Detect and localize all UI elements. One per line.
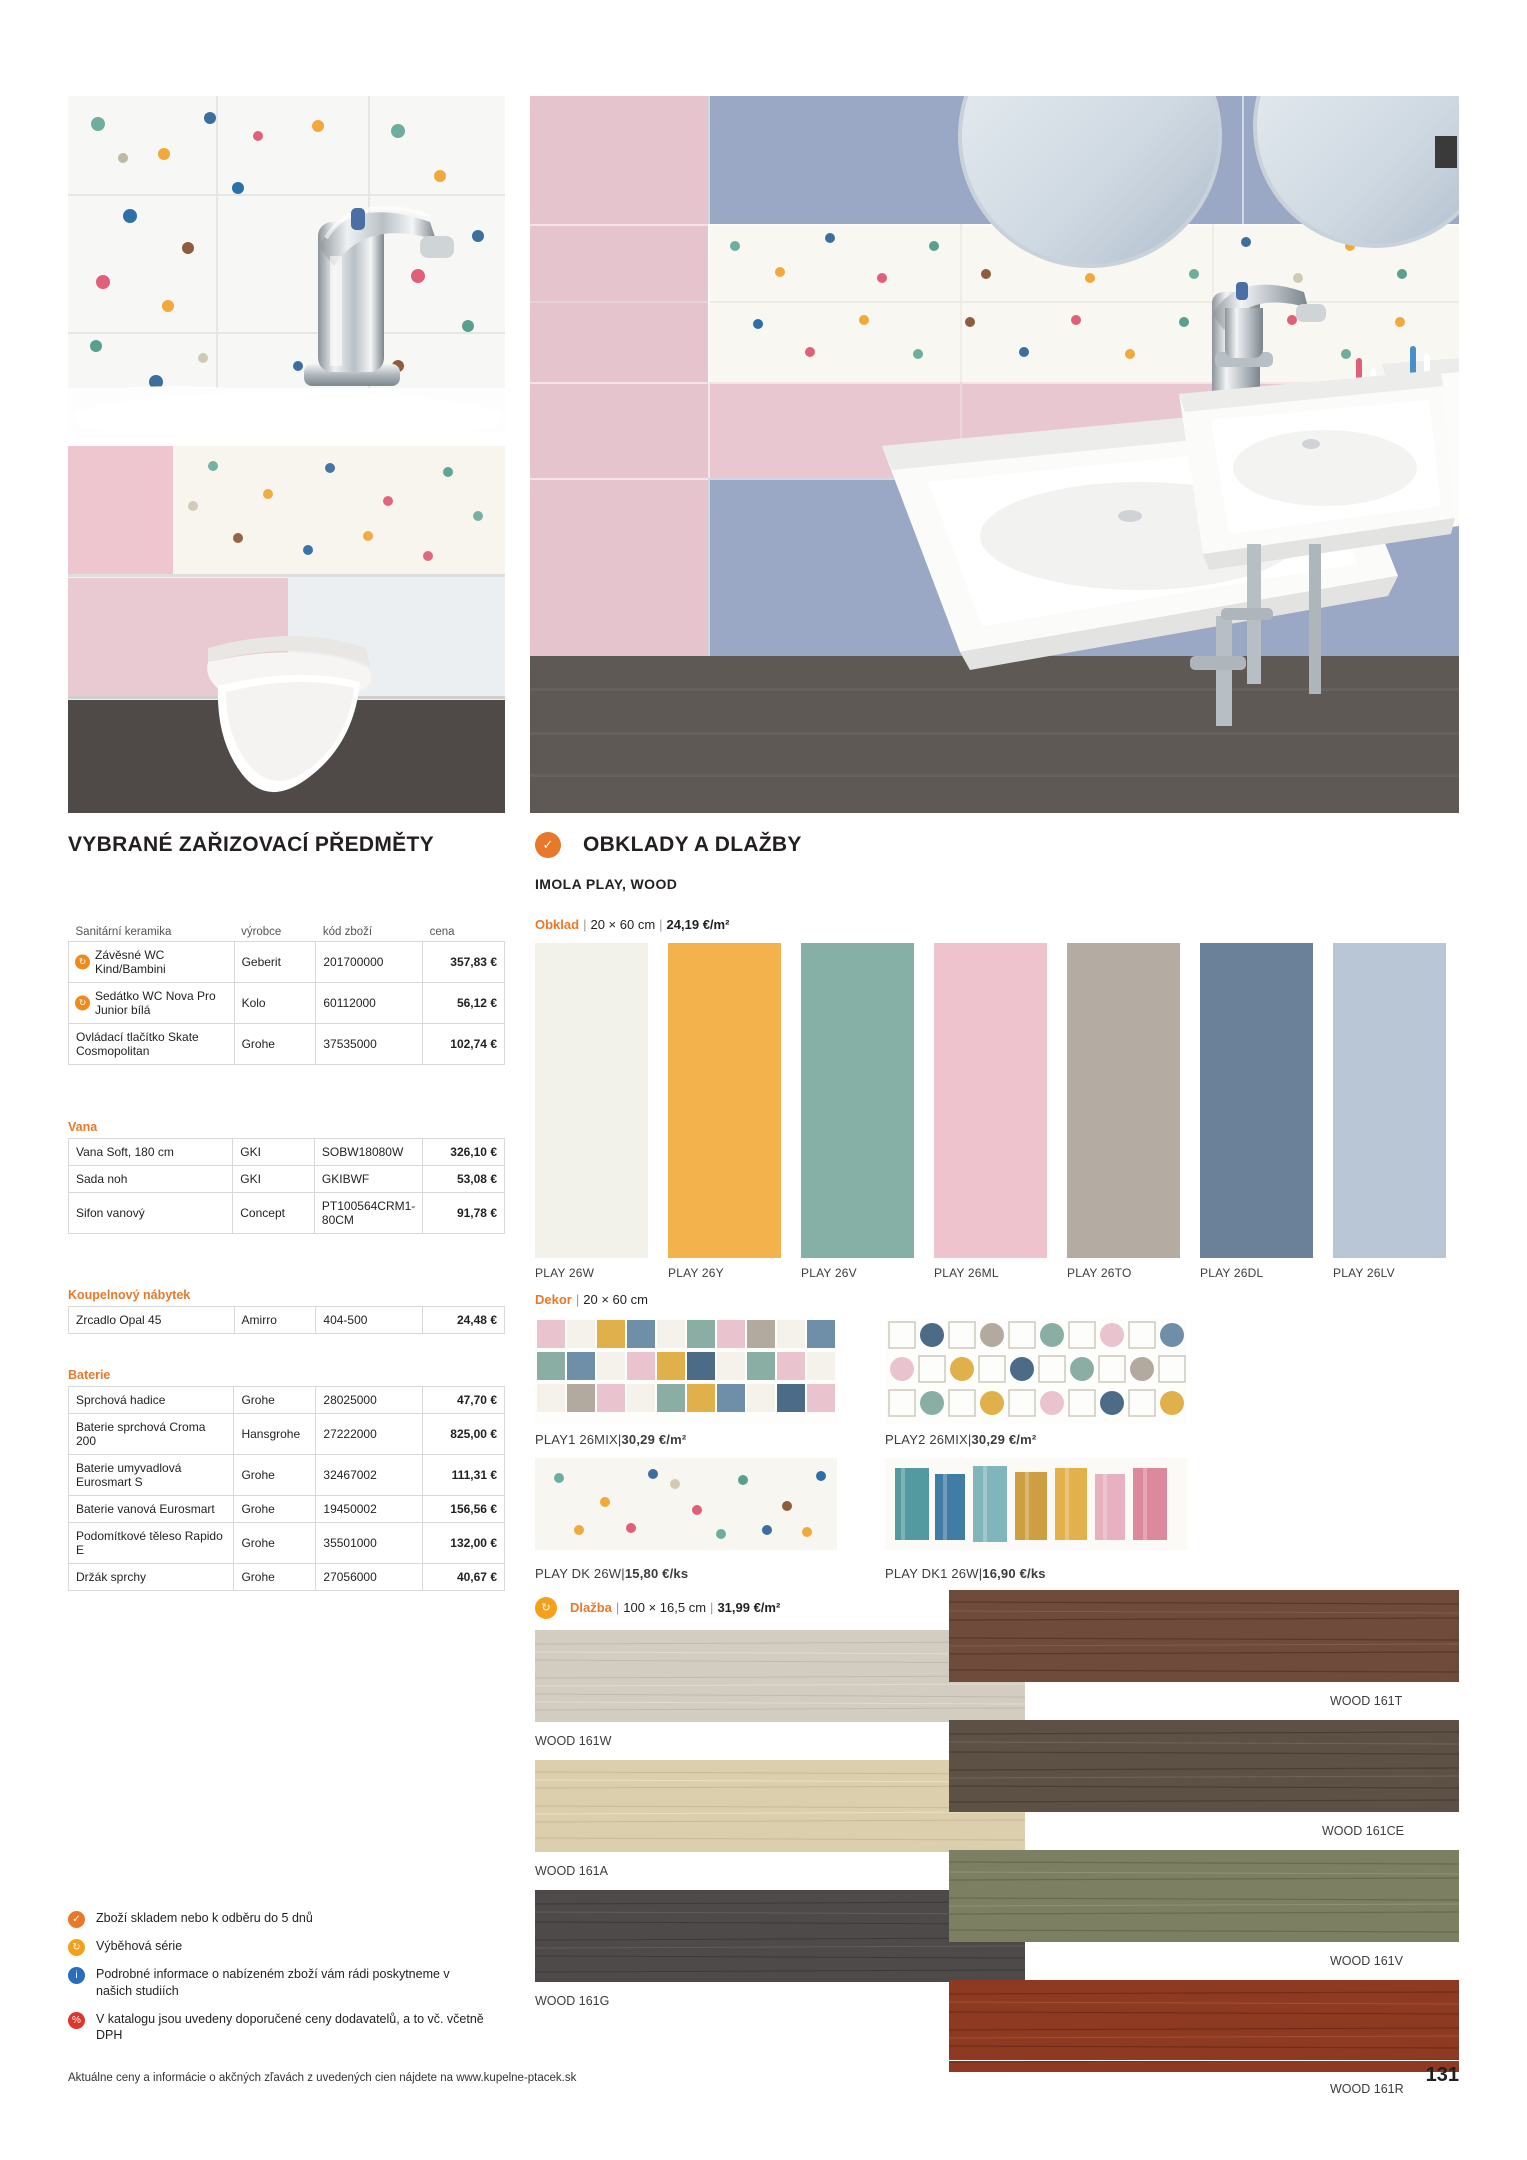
product-code: 19450002 xyxy=(316,1496,423,1523)
dlazba-price: 31,99 €/m² xyxy=(717,1600,781,1615)
outlet-icon: ↻ xyxy=(75,996,90,1011)
product-price: 132,00 € xyxy=(423,1523,505,1564)
section-title-left: VYBRANÉ ZAŘIZOVACÍ PŘEDMĚTY xyxy=(68,833,434,856)
table-row xyxy=(69,1414,505,1455)
dekor-sample-squares xyxy=(535,1318,837,1425)
table-row xyxy=(69,1307,505,1334)
brand-line: IMOLA PLAY, WOOD xyxy=(535,876,678,892)
legend-item: ✓ Zboží skladem nebo k odběru do 5 dnů xyxy=(68,1910,488,1927)
dekor-sample-dots xyxy=(535,1458,837,1550)
col-header-price: cena xyxy=(429,926,455,938)
product-price: 91,78 € xyxy=(423,1193,505,1234)
tile-swatch-label: PLAY 26W xyxy=(535,1266,595,1280)
tile-swatch-label: PLAY 26ML xyxy=(934,1266,999,1280)
photo-toilet xyxy=(68,446,505,813)
product-maker: Concept xyxy=(233,1193,315,1234)
col-header-maker: výrobce xyxy=(241,926,282,938)
table-row xyxy=(69,983,505,1024)
legend xyxy=(68,1910,488,2055)
dekor-heading: Dekor | 20 × 60 cm xyxy=(535,1292,648,1307)
product-price: 111,31 € xyxy=(423,1455,505,1496)
product-maker: Grohe xyxy=(234,1455,316,1496)
wood-plank xyxy=(949,1980,1459,2072)
tile-swatch-label: PLAY 26V xyxy=(801,1266,857,1280)
outlet-icon: ↻ xyxy=(535,1597,557,1619)
page-number: 131 xyxy=(1425,2064,1459,2086)
wood-plank xyxy=(949,1590,1459,1682)
outlet-icon: ↻ xyxy=(68,1939,85,1956)
product-name: Vana Soft, 180 cm xyxy=(69,1139,233,1166)
product-name: Ovládací tlačítko Skate Cosmopolitan xyxy=(69,1024,235,1065)
product-name: Baterie sprchová Croma 200 xyxy=(69,1414,234,1455)
wood-plank-label: WOOD 161R xyxy=(1330,2082,1404,2096)
dlazba-label: Dlažba xyxy=(570,1600,612,1615)
percent-icon: % xyxy=(68,2012,85,2029)
product-code: SOBW18080W xyxy=(314,1139,422,1166)
group-caption-vana: Vana xyxy=(68,1120,98,1134)
product-maker: Grohe xyxy=(234,1564,316,1591)
tile-swatch xyxy=(801,943,914,1258)
product-maker: Grohe xyxy=(234,1024,316,1065)
product-price: 825,00 € xyxy=(423,1414,505,1455)
table-row xyxy=(69,1455,505,1496)
wood-plank xyxy=(949,1850,1459,1942)
group-caption-nabytek: Koupelnový nábytek xyxy=(68,1288,191,1302)
stock-icon: ✓ xyxy=(535,832,561,858)
product-code: 27222000 xyxy=(316,1414,423,1455)
product-code: 60112000 xyxy=(316,983,423,1024)
product-price: 53,08 € xyxy=(423,1166,505,1193)
product-code: 27056000 xyxy=(316,1564,423,1591)
group-caption-baterie: Baterie xyxy=(68,1368,111,1382)
wood-plank-label: WOOD 161CE xyxy=(1322,1824,1404,1838)
photo-faucet xyxy=(68,96,505,432)
product-name: Sedátko WC Nova Pro Junior bílá xyxy=(95,989,216,1017)
product-maker: GKI xyxy=(233,1139,315,1166)
info-icon: i xyxy=(68,1967,85,1984)
wood-plank-label: WOOD 161V xyxy=(1330,1954,1403,1968)
tile-swatch-label: PLAY 26TO xyxy=(1067,1266,1132,1280)
table-row xyxy=(69,1024,505,1065)
dekor-item-label: PLAY2 26MIX|30,29 €/m² xyxy=(885,1432,1037,1447)
wood-plank-label: WOOD 161W xyxy=(535,1734,612,1748)
footer-divider xyxy=(68,2060,1459,2061)
dekor-label: Dekor xyxy=(535,1292,572,1307)
section-title-right: OBKLADY A DLAŽBY xyxy=(583,833,802,856)
product-price: 24,48 € xyxy=(423,1307,505,1334)
legend-item: % V katalogu jsou uvedeny doporučené ceny dodavatelů, a to vč. včetně DPH xyxy=(68,2011,488,2045)
tile-swatch xyxy=(535,943,648,1258)
product-price: 357,83 € xyxy=(423,942,505,983)
product-name: Zrcadlo Opal 45 xyxy=(69,1307,235,1334)
product-code: 201700000 xyxy=(316,942,423,983)
product-name: Sprchová hadice xyxy=(69,1387,234,1414)
product-price: 156,56 € xyxy=(423,1496,505,1523)
product-maker: Kolo xyxy=(234,983,316,1024)
product-maker: Amirro xyxy=(234,1307,316,1334)
product-price: 56,12 € xyxy=(423,983,505,1024)
tile-swatch xyxy=(668,943,781,1258)
wood-plank xyxy=(949,1720,1459,1812)
tile-swatch xyxy=(1067,943,1180,1258)
legend-item: ↻ Výběhová série xyxy=(68,1938,488,1955)
obklad-size: 20 × 60 cm xyxy=(590,917,656,932)
price-table-bath xyxy=(68,1120,505,1234)
col-header-category: Sanitární keramika xyxy=(75,926,172,938)
product-price: 102,74 € xyxy=(423,1024,505,1065)
product-code: PT100564CRM1-80CM xyxy=(314,1193,422,1234)
table-row xyxy=(69,1139,505,1166)
obklad-label: Obklad xyxy=(535,917,580,932)
tile-swatch-label: PLAY 26LV xyxy=(1333,1266,1395,1280)
tile-swatch xyxy=(1200,943,1313,1258)
legend-item: i Podrobné informace o nabízeném zboží vám rádi poskytneme v našich studiích xyxy=(68,1966,488,2000)
product-maker: Geberit xyxy=(234,942,316,983)
product-maker: Grohe xyxy=(234,1523,316,1564)
price-table-faucets xyxy=(68,1368,505,1591)
dekor-sample-brush xyxy=(885,1458,1187,1550)
table-row xyxy=(69,942,505,983)
product-name: Závěsné WC Kind/Bambini xyxy=(95,948,166,976)
product-name: Podomítkové těleso Rapido E xyxy=(69,1523,234,1564)
dekor-item-label: PLAY DK 26W|15,80 €/ks xyxy=(535,1566,689,1581)
outlet-icon: ↻ xyxy=(75,955,90,970)
wood-plank-label: WOOD 161G xyxy=(535,1994,610,2008)
footer-note: Aktuálne ceny a informácie o akčných zľavách z uvedených cien nájdete na www.kupelne-ptacek.sk xyxy=(68,2072,577,2084)
tile-swatch xyxy=(1333,943,1446,1258)
table-row xyxy=(69,1166,505,1193)
table-row xyxy=(69,1496,505,1523)
tile-swatch-label: PLAY 26Y xyxy=(668,1266,724,1280)
dekor-item-label: PLAY DK1 26W|16,90 €/ks xyxy=(885,1566,1046,1581)
product-name: Sada noh xyxy=(69,1166,233,1193)
product-price: 47,70 € xyxy=(423,1387,505,1414)
dlazba-size: 100 × 16,5 cm xyxy=(623,1600,707,1615)
table-row xyxy=(69,1387,505,1414)
product-name: Baterie vanová Eurosmart xyxy=(69,1496,234,1523)
table-row xyxy=(69,1523,505,1564)
tile-swatch xyxy=(934,943,1047,1258)
tile-swatch-label: PLAY 26DL xyxy=(1200,1266,1264,1280)
dekor-item-label: PLAY1 26MIX|30,29 €/m² xyxy=(535,1432,687,1447)
price-table-furniture xyxy=(68,1288,505,1334)
table-row xyxy=(69,1193,505,1234)
wood-plank-label: WOOD 161A xyxy=(535,1864,608,1878)
product-code: GKIBWF xyxy=(314,1166,422,1193)
product-code: 404-500 xyxy=(316,1307,423,1334)
product-maker: GKI xyxy=(233,1166,315,1193)
stock-icon: ✓ xyxy=(68,1911,85,1928)
product-code: 35501000 xyxy=(316,1523,423,1564)
table-row xyxy=(69,1564,505,1591)
product-code: 37535000 xyxy=(316,1024,423,1065)
photo-bathroom-main xyxy=(530,96,1459,813)
col-header-code: kód zboží xyxy=(322,926,373,938)
product-name: Držák sprchy xyxy=(69,1564,234,1591)
product-maker: Hansgrohe xyxy=(234,1414,316,1455)
obklad-price: 24,19 €/m² xyxy=(666,917,730,932)
obklad-heading: Obklad | 20 × 60 cm | 24,19 €/m² xyxy=(535,917,730,932)
product-price: 326,10 € xyxy=(423,1139,505,1166)
dlazba-heading: Dlažba | 100 × 16,5 cm | 31,99 €/m² xyxy=(570,1600,781,1615)
dekor-sample-circles xyxy=(885,1318,1187,1425)
wood-plank-label: WOOD 161T xyxy=(1330,1694,1403,1708)
product-maker: Grohe xyxy=(234,1387,316,1414)
dekor-size: 20 × 60 cm xyxy=(583,1292,648,1307)
product-name: Baterie umyvadlová Eurosmart S xyxy=(69,1455,234,1496)
product-price: 40,67 € xyxy=(423,1564,505,1591)
price-table-sanitary xyxy=(68,920,505,1065)
product-name: Sifon vanový xyxy=(69,1193,233,1234)
product-code: 28025000 xyxy=(316,1387,423,1414)
product-maker: Grohe xyxy=(234,1496,316,1523)
product-code: 32467002 xyxy=(316,1455,423,1496)
